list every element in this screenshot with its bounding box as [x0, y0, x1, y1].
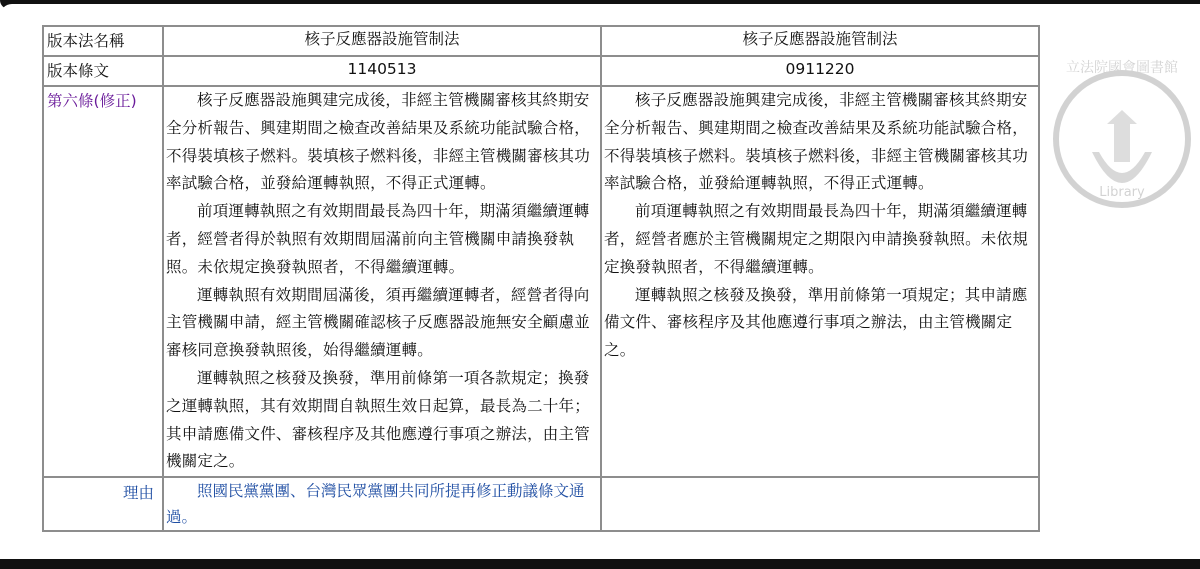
article-label-cell — [43, 86, 163, 477]
article-text-old — [601, 86, 1039, 477]
old-paragraph: 核子反應器設施興建完成後，非經主管機關審核其終期安全分析報告、興建期間之檢查改善結果及系統功能試驗合格，不得裝填核子燃料。裝填核子燃料後，非經主管機關審核其功率試驗合格，並發給運轉執照，不得正式運轉。 — [604, 91, 1028, 193]
article-modifier: (修正) — [93, 92, 137, 110]
new-paragraph: 運轉執照之核發及換發，準用前條第一項各款規定；換發之運轉執照，其有效期間自執照生效日起算，最長為二十年；其申請應備文件、審核程序及其他應遵行事項之辦法，由主管機關定之。 — [166, 368, 590, 471]
article-number[interactable]: 第六條 — [47, 92, 94, 110]
law-name-row — [43, 26, 1039, 56]
reason-label: 理由 — [43, 477, 163, 531]
library-seal-watermark — [1052, 44, 1200, 234]
law-name-new: 核子反應器設施管制法 — [163, 26, 601, 56]
version-name-label: 版本法名稱 — [43, 26, 163, 56]
reason-row — [43, 477, 1039, 531]
page-top — [0, 4, 1200, 16]
reason-text-cell — [163, 477, 601, 531]
seal-text: 立法院國會圖書館 — [1066, 60, 1178, 76]
new-paragraph: 前項運轉執照之有效期間最長為四十年，期滿須繼續運轉者，經營者得於執照有效期間屆滿前向主管機關申請換發執照。未依規定換發執照者，不得繼續運轉。 — [166, 202, 590, 276]
old-paragraph: 運轉執照之核發及換發，準用前條第一項規定；其申請應備文件、審核程序及其他應遵行事項之辦法，由主管機關定之。 — [604, 285, 1028, 360]
version-clause-label: 版本條文 — [43, 56, 163, 86]
article-text-new — [163, 86, 601, 477]
new-paragraph: 核子反應器設施興建完成後，非經主管機關審核其終期安全分析報告、興建期間之檢查改善結果及系統功能試驗合格，不得裝填核子燃料。裝填核子燃料後，非經主管機關審核其功率試驗合格，並發給運轉執照，不得正式運轉。 — [166, 91, 590, 193]
version-date-old: 0911220 — [601, 56, 1039, 86]
version-date-row — [43, 56, 1039, 86]
law-comparison-table — [42, 25, 1040, 532]
article-row — [43, 86, 1039, 477]
old-paragraph: 前項運轉執照之有效期間最長為四十年，期滿須繼續運轉者，經營者應於主管機關規定之期限內申請換發執照。未依規定換發執照者，不得繼續運轉。 — [604, 202, 1028, 276]
law-name-old: 核子反應器設施管制法 — [601, 26, 1039, 56]
seal-sub-text: Library — [1099, 185, 1145, 200]
new-paragraph: 運轉執照有效期間屆滿後，須再繼續運轉者，經營者得向主管機關申請，經主管機關確認核子反應器設施無安全顧慮並審核同意換發執照後，始得繼續運轉。 — [166, 285, 590, 360]
screen-bottom-edge — [0, 559, 1200, 569]
reason-empty-cell — [601, 477, 1039, 531]
reason-text: 照國民黨黨團、台灣民眾黨團共同所提再修正動議條文通過。 — [166, 482, 585, 527]
version-date-new: 1140513 — [163, 56, 601, 86]
